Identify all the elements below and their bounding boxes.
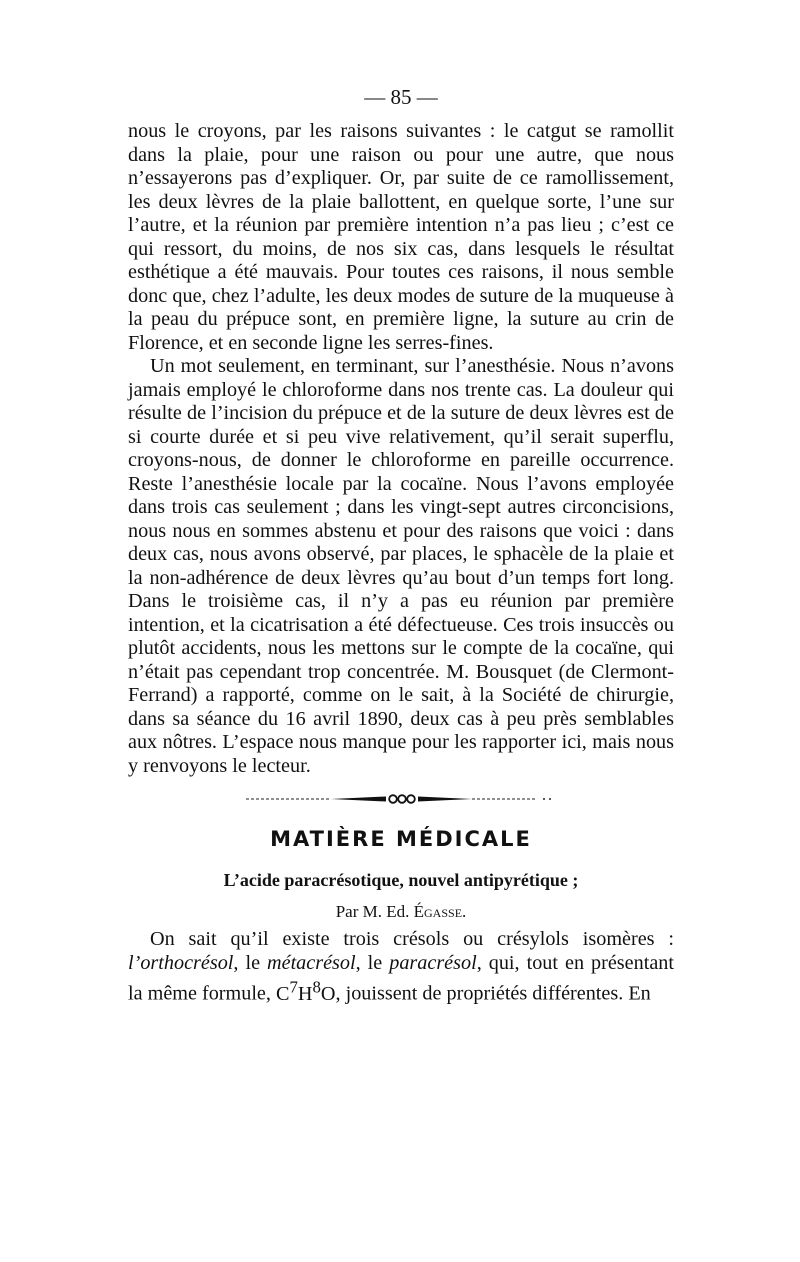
formula-carbon-count: 7	[289, 977, 298, 996]
formula-hydrogen: H	[297, 982, 313, 1005]
byline-author: Égasse.	[413, 902, 467, 921]
section-divider-ornament	[128, 792, 674, 806]
byline-prefix: Par M. Ed.	[335, 902, 414, 921]
page-number: — 85 —	[364, 85, 438, 109]
term-metacresol: métacrésol	[267, 951, 356, 974]
formula-carbon: C	[276, 982, 290, 1005]
paragraph-3-part-2: , le	[233, 951, 268, 974]
document-page	[128, 82, 674, 1006]
paragraph-1: nous le croyons, par les raisons suivantes : le catgut se ramollit dans la plaie, pour une raison ou pour une autre, que nous n’essayerons pas d’expliquer. Or, par suite de ce ramollissement, les deux lèvres de la plaie ballottent, en quelque sorte, l’une sur l’autre, et la réunion par première intention n’a pas lieu ; c’est ce qui ressort, du moins, de nos six cas, dans lesquels le résultat esthétique a été mauvais. Pour toutes ces raisons, il nous semble donc que, chez l’adulte, les deux modes de suture de la muqueuse à la peau du prépuce sont, en première ligne, la suture au crin de Florence, et en seconde ligne les serres-fines.	[128, 120, 674, 354]
article-body	[128, 120, 674, 778]
paragraph-3-part-4: , qui, tout en présentant la même formule,	[128, 951, 674, 1005]
formula-hydrogen-count: 8	[312, 977, 321, 996]
paragraph-3-part-1: On sait qu’il existe trois crésols ou crésylols isomères :	[150, 928, 674, 950]
formula-oxygen: O	[320, 982, 336, 1005]
paragraph-3-part-3: , le	[355, 951, 390, 974]
chemical-formula	[276, 977, 336, 1005]
article-body-continued	[128, 928, 674, 1006]
term-paracresol: paracrésol	[389, 951, 477, 974]
paragraph-2: Un mot seulement, en terminant, sur l’anesthésie. Nous n’avons jamais employé le chloroforme dans nos trente cas. La douleur qui résulte de l’incision du prépuce et de la suture de deux lèvres est de si courte durée et si peu vive relativement, qu’il serait superflu, croyons-nous, de donner le chloroforme en pareille occurrence. Reste l’anesthésie locale par la cocaïne. Nous l’avons employée dans trois cas seulement ; dans les vingt-sept autres circoncisions, nous nous en sommes abstenu et pour des raisons que voici : dans deux cas, nous avons observé, par places, le sphacèle de la plaie et la non-adhérence de deux lèvres qu’au bout d’un temps fort long. Dans le troisième cas, il n’y a pas eu réunion par première intention, et la cicatrisation a été défectueuse. Ces trois insuccès ou plutôt accidents, nous les mettons sur le compte de la cocaïne, qui n’était pas cependant trop concentrée. M. Bousquet (de Clermont-Ferrand) a rapporté, comme on le sait, à la Société de chirurgie, dans sa séance du 16 avril 1890, deux cas à peu près semblables aux nôtres. L’espace nous manque pour les rapporter ici, mais nous y renvoyons le lecteur.	[128, 355, 674, 777]
section-title: MATIÈRE MÉDICALE	[270, 827, 532, 851]
term-orthocresol: l’orthocrésol	[128, 951, 234, 974]
article-byline	[128, 900, 674, 924]
paragraph-3-part-5: , jouissent de propriétés différentes. En	[335, 982, 651, 1005]
ornament-rule-icon	[246, 792, 556, 806]
paragraph-3	[128, 928, 674, 1006]
article-title: L’acide paracrésotique, nouvel antipyrétique ;	[223, 870, 579, 890]
